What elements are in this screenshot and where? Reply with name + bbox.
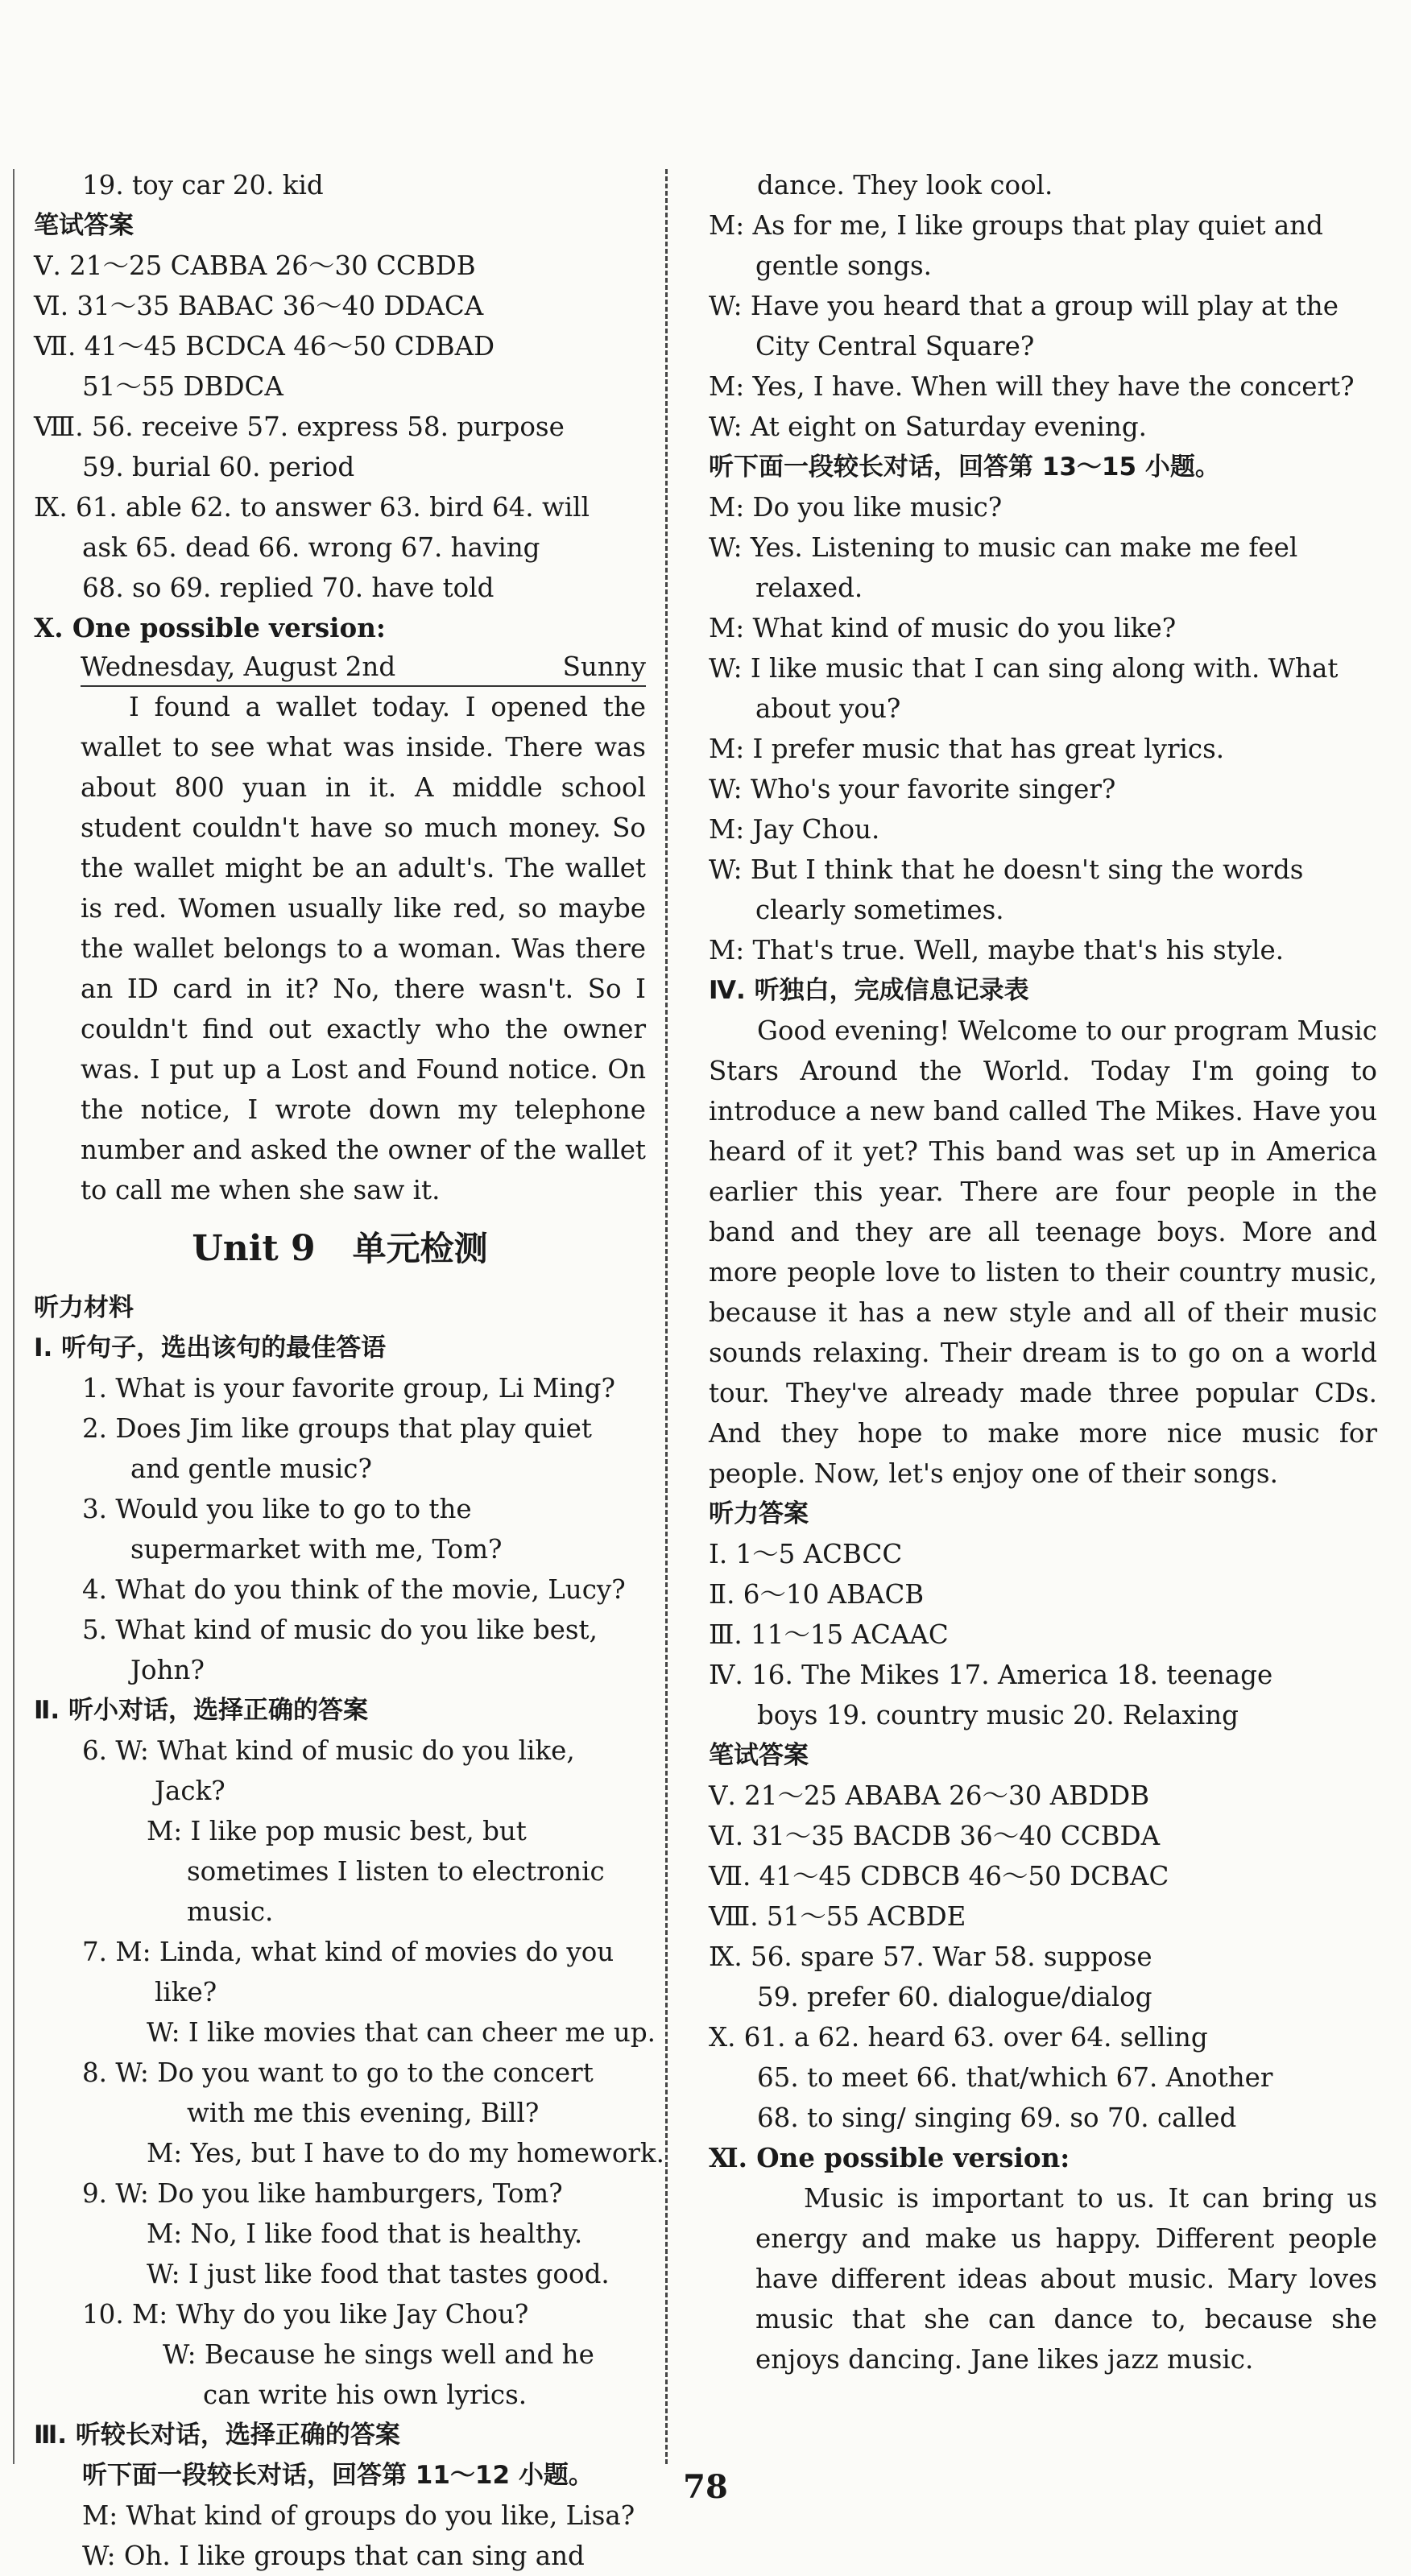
dialogue-line: M: Yes, but I have to do my homework. [147, 2138, 664, 2169]
dialogue-line: M: Jay Chou. [709, 814, 880, 845]
dialogue-line: W: I like movies that can cheer me up. [147, 2017, 656, 2048]
answer-line: 19. toy car 20. kid [82, 170, 324, 201]
answer-line: Ⅸ. 56. spare 57. War 58. suppose [709, 1941, 1152, 1972]
dialogue-line: W: Oh. I like groups that can sing and [82, 2541, 585, 2571]
section-heading: 笔试答案 [34, 211, 134, 240]
dialogue-line: 8. W: Do you want to go to the concert with me this evening, Bill? [82, 2057, 594, 2128]
question: 3. Would you like to go to the supermarket with me, Tom? [82, 1494, 503, 1565]
essay-paragraph: Music is important to us. It can bring us energy and make us happy. Different people have different ideas about music. Mary loves music that she can dance to, because she enjoys dancing. Jane likes jazz music. [755, 2183, 1377, 2375]
answer-line: Ⅷ. 56. receive 57. express 58. purpose [34, 411, 565, 442]
section-heading: 听力答案 [709, 1499, 809, 1528]
dialogue-line: M: I prefer music that has great lyrics. [709, 734, 1225, 764]
answer-line: Ⅵ. 31～35 BABAC 36～40 DDACA [34, 291, 484, 321]
answer-line: Ⅹ. 61. a 62. heard 63. over 64. selling [709, 2022, 1208, 2053]
dialogue-line: M: No, I like food that is healthy. [147, 2218, 583, 2249]
dialogue-line: W: I just like food that tastes good. [147, 2259, 610, 2289]
dialogue-line: W: Have you heard that a group will play at the City Central Square? [709, 291, 1339, 362]
section-heading: Ⅱ. 听小对话，选择正确的答案 [34, 1696, 368, 1725]
dialogue-line: 10. M: Why do you like Jay Chou? [82, 2299, 529, 2330]
section-heading: Ⅲ. 听较长对话，选择正确的答案 [34, 2421, 400, 2450]
dialogue-line: M: I like pop music best, but sometimes I listen to electronic music. [147, 1816, 605, 1927]
question: 1. What is your favorite group, Li Ming? [82, 1373, 615, 1404]
dialogue-line: M: What kind of music do you like? [709, 613, 1177, 643]
left-column [34, 165, 664, 2576]
dialogue-line: W: Yes. Listening to music can make me feel relaxed. [709, 532, 1298, 603]
answer-line: Ⅶ. 41～45 BCDCA 46～50 CDBAD [34, 331, 495, 362]
unit-title-en: Unit 9 [192, 1228, 316, 1269]
dialogue-line: M: Do you like music? [709, 492, 1003, 523]
monologue-paragraph: Good evening! Welcome to our program Music Stars Around the World. Today I'm going to introduce a new band called The Mikes. Have you heard of it yet? This band was set up in America earlier this year. There are four people in the band and they are all teenage boys. More and more people love to listen to their country music, because it has a new style and all of their music sounds relaxing. Their dream is to go on a world tour. They've already made three popular CDs. And they hope to make more nice music for people. Now, let's enjoy one of their songs. [709, 1015, 1377, 1489]
dialogue-line: M: What kind of groups do you like, Lisa? [82, 2500, 635, 2531]
section-heading: Ⅰ. 听句子，选出该句的最佳答语 [34, 1333, 387, 1362]
answer-line: Ⅶ. 41～45 CDBCB 46～50 DCBAC [709, 1861, 1169, 1892]
diary-weather: Sunny [562, 651, 646, 682]
section-heading: 笔试答案 [709, 1741, 809, 1770]
section-heading: Ⅳ. 听独白，完成信息记录表 [709, 976, 1029, 1005]
answer-line: ask 65. dead 66. wrong 67. having [82, 532, 540, 563]
answer-line: boys 19. country music 20. Relaxing [757, 1700, 1239, 1730]
dialogue-line: W: Who's your favorite singer? [709, 774, 1116, 804]
diary-date: Wednesday, August 2nd [81, 651, 396, 682]
answer-line: Ⅵ. 31～35 BACDB 36～40 CCBDA [709, 1821, 1161, 1851]
answer-line: Ⅱ. 6～10 ABACB [709, 1579, 925, 1610]
answer-line: Ⅳ. 16. The Mikes 17. America 18. teenage [709, 1660, 1273, 1690]
dialogue-line: W: Because he sings well and he can write his own lyrics. [163, 2339, 594, 2410]
unit-title-cn: 单元检测 [352, 1229, 488, 1268]
answer-line: Ⅴ. 21～25 CABBA 26～30 CCBDB [34, 250, 476, 281]
answer-line: Ⅴ. 21～25 ABABA 26～30 ABDDB [709, 1780, 1150, 1811]
dialogue-line: 9. W: Do you like hamburgers, Tom? [82, 2178, 563, 2209]
right-column [709, 165, 1377, 2380]
answer-line: 59. burial 60. period [82, 452, 355, 482]
diary-header [81, 648, 646, 687]
question: 4. What do you think of the movie, Lucy? [82, 1574, 626, 1605]
answer-line: 65. to meet 66. that/which 67. Another [757, 2062, 1273, 2093]
answer-line: Ⅰ. 1～5 ACBCC [709, 1539, 903, 1569]
answer-line: Ⅷ. 51～55 ACBDE [709, 1901, 966, 1932]
dialogue-line: 6. W: What kind of music do you like, Jack? [82, 1735, 575, 1806]
essay-paragraph: I found a wallet today. I opened the wallet to see what was inside. There was about 800 yuan in it. A middle school student couldn't have so much money. So the wallet might be an adult's. The wallet is red. Women usually like red, so maybe the wallet belongs to a woman. Was there an ID card in it? No, there wasn't. So I couldn't find out exactly who the owner was. I put up a Lost and Found notice. On the notice, I wrote down my telephone number and asked the owner of the wallet to call me when she saw it. [81, 692, 646, 1205]
answer-line: Ⅸ. 61. able 62. to answer 63. bird 64. will [34, 492, 590, 523]
dialogue-line: W: I like music that I can sing along with. What about you? [709, 653, 1339, 724]
dialogue-line: M: Yes, I have. When will they have the concert? [709, 371, 1355, 402]
column-divider [665, 169, 668, 2464]
answer-line: Ⅺ. One possible version: [709, 2142, 1070, 2173]
answer-line: 51～55 DBDCA [82, 371, 283, 402]
answer-line: Ⅲ. 11～15 ACAAC [709, 1619, 949, 1650]
answer-line: 59. prefer 60. dialogue/dialog [757, 1982, 1152, 2012]
dialogue-line: M: As for me, I like groups that play quiet and gentle songs. [709, 210, 1323, 281]
dialogue-line: W: But I think that he doesn't sing the words clearly sometimes. [709, 854, 1304, 925]
section-subheading: 听下面一段较长对话，回答第 13～15 小题。 [709, 453, 1220, 482]
section-heading: 听力材料 [34, 1293, 134, 1322]
page-edge-line [13, 169, 14, 2464]
question: 2. Does Jim like groups that play quiet and gentle music? [82, 1413, 592, 1484]
dialogue-line: W: At eight on Saturday evening. [709, 411, 1147, 442]
dialogue-line: dance. They look cool. [757, 170, 1053, 201]
unit-title [34, 1210, 646, 1288]
dialogue-line: M: That's true. Well, maybe that's his style. [709, 935, 1285, 965]
dialogue-line: 7. M: Linda, what kind of movies do you like? [82, 1937, 614, 2007]
section-subheading: 听下面一段较长对话，回答第 11～12 小题。 [82, 2461, 594, 2490]
answer-line: Ⅹ. One possible version: [34, 612, 386, 643]
answer-line: 68. to sing/ singing 69. so 70. called [757, 2103, 1237, 2133]
answer-line: 68. so 69. replied 70. have told [82, 573, 494, 603]
question: 5. What kind of music do you like best, John? [82, 1615, 598, 1685]
page-number: 78 [683, 2468, 728, 2506]
